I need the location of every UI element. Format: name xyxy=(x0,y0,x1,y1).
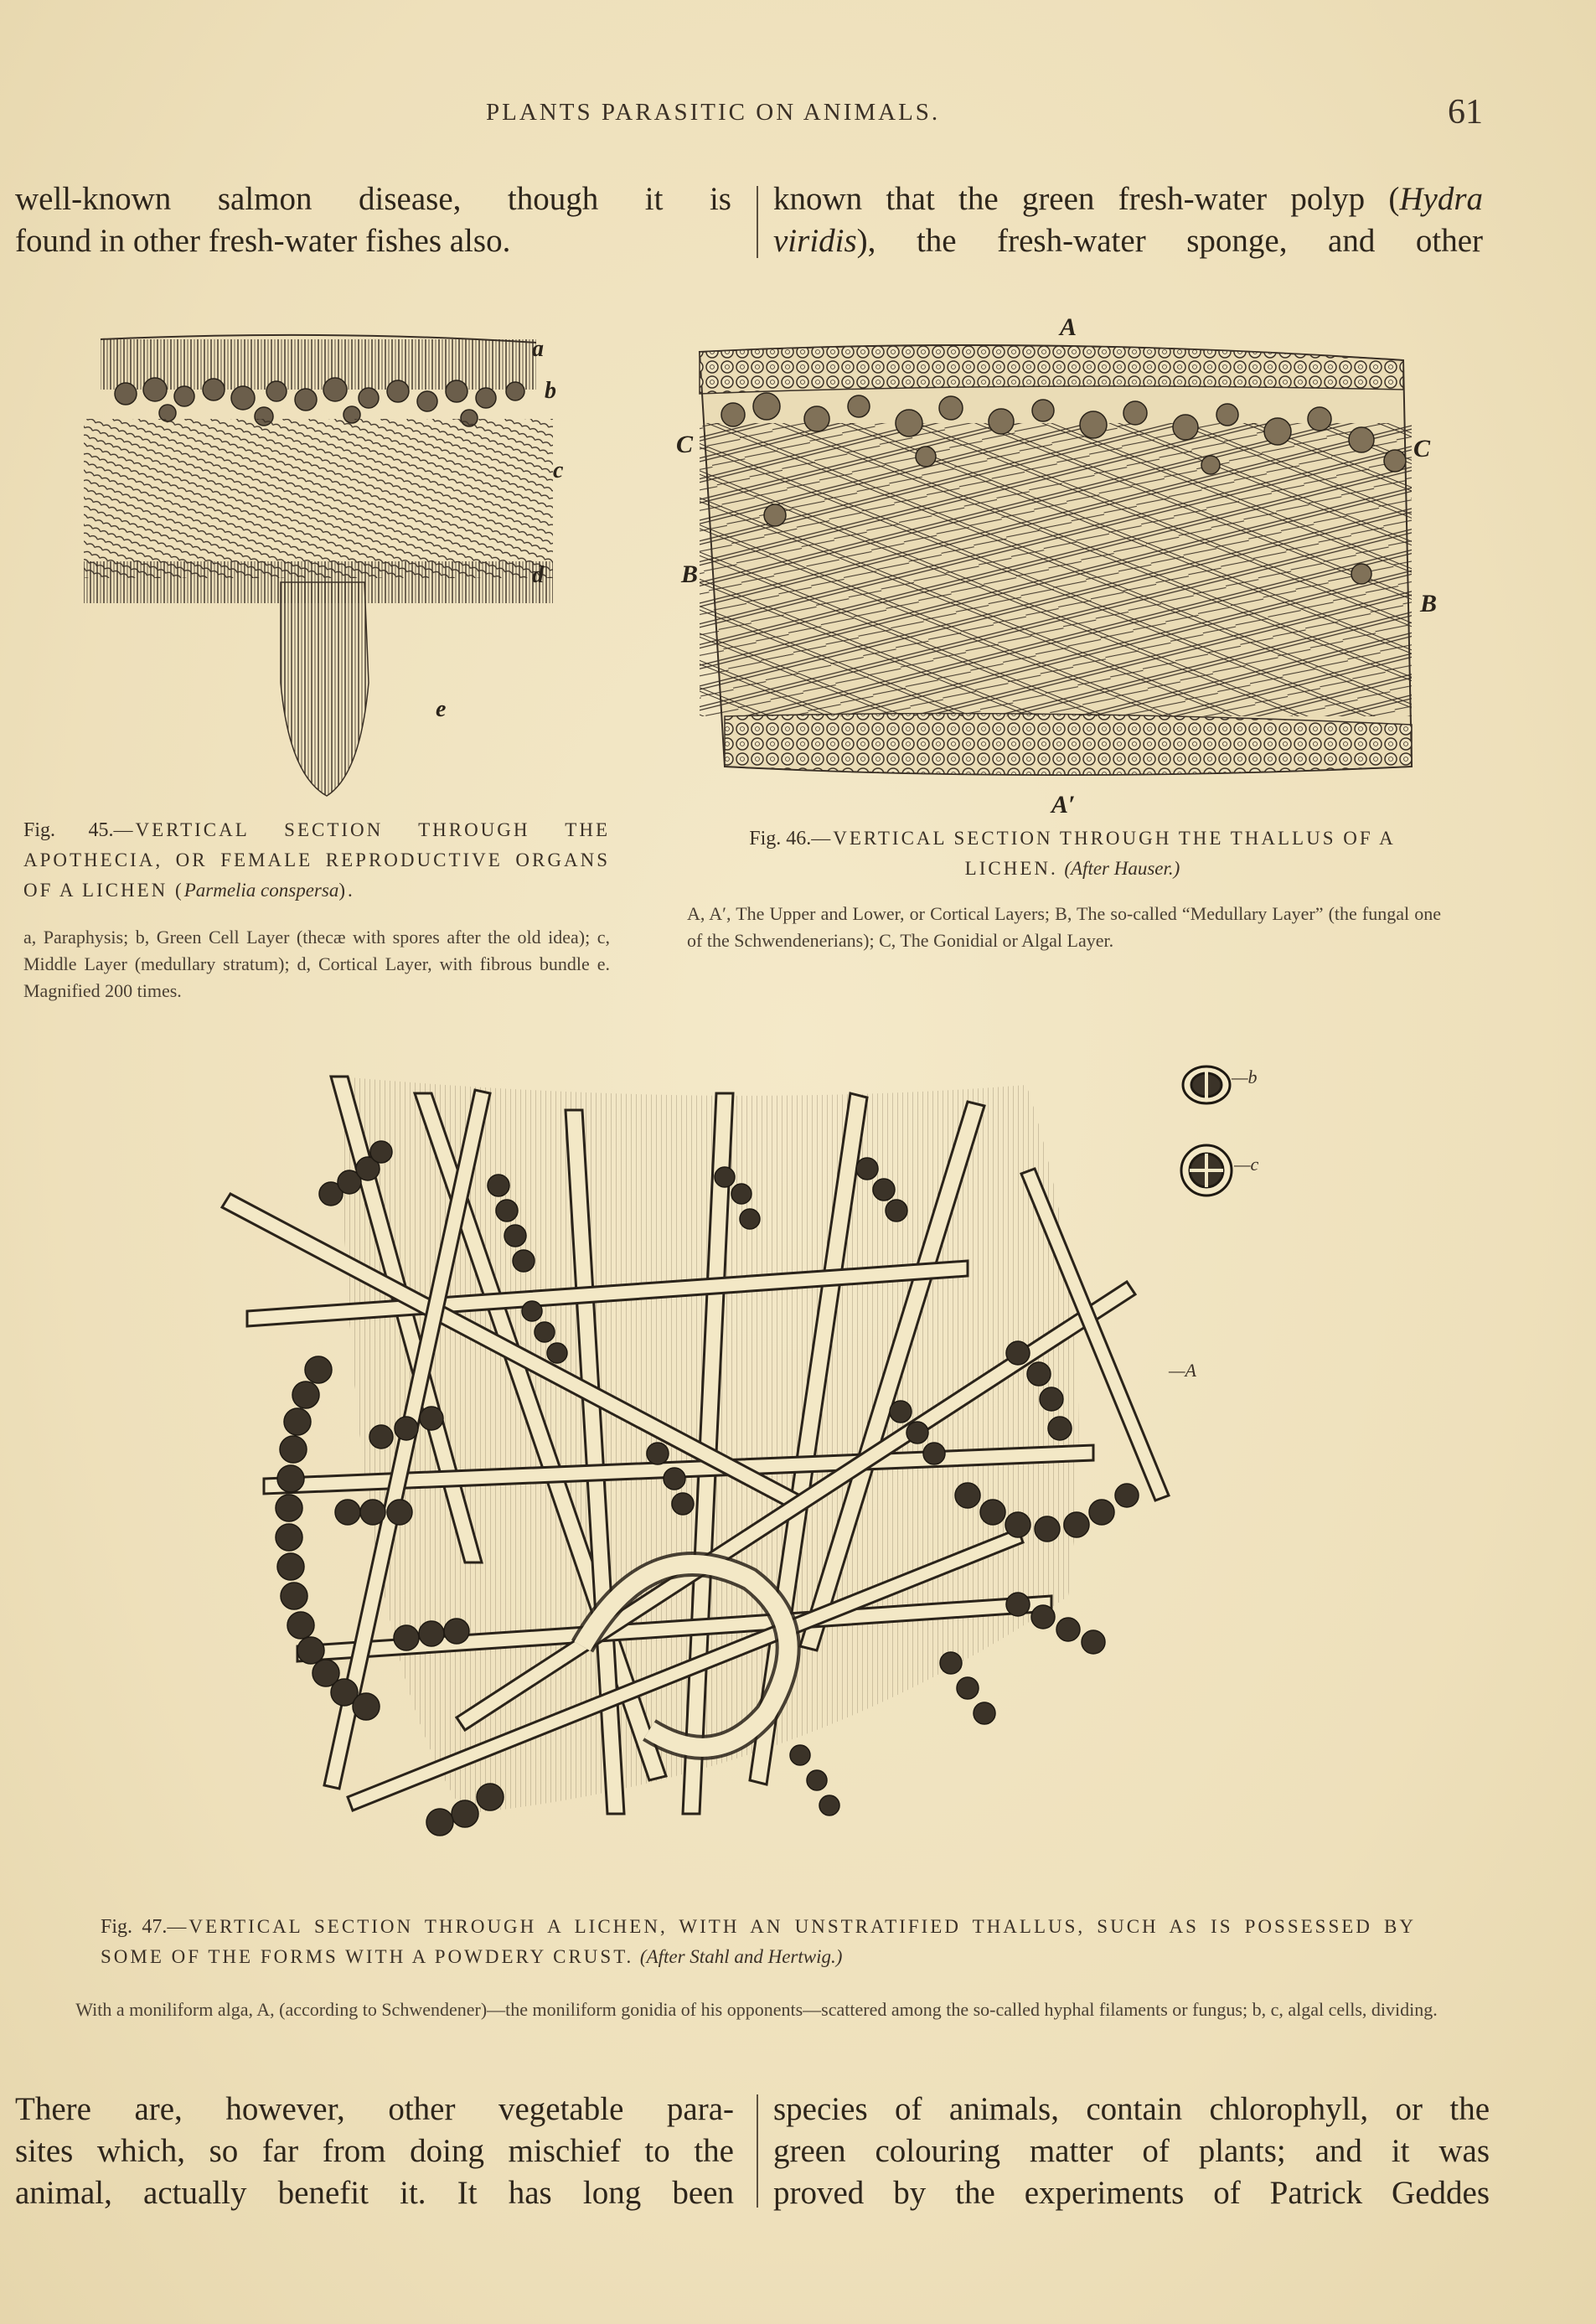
fig46-letter-A-bottom: A′ xyxy=(1051,791,1076,817)
column-divider xyxy=(757,2094,758,2208)
fig45-letter-e: e xyxy=(436,696,447,722)
fig45-title: —VERTICAL SECTION THROUGH THE APOTHECIA, OR FEMALE REPRODUCTIVE ORGANS OF A LICHEN ( xyxy=(23,819,611,901)
text-span: known that the green fresh-water polyp ( xyxy=(773,181,1400,217)
fig47-caption xyxy=(101,1912,1416,1972)
fig47-letter-A: —A xyxy=(1169,1360,1196,1381)
bottom-left-column xyxy=(15,2089,734,2214)
fig45-species: Parmelia conspersa xyxy=(183,880,339,901)
text-line xyxy=(773,220,1483,262)
text-line: proved by the experiments of Patrick Geddes xyxy=(773,2175,1490,2211)
fig45-letter-a: a xyxy=(532,336,544,362)
text-line: animal, actually benefit it. It has long been xyxy=(15,2175,734,2211)
text-line xyxy=(773,178,1483,220)
running-title: PLANTS PARASITIC ON ANIMALS. xyxy=(486,99,941,126)
fig46-legend: A, A′, The Upper and Lower, or Cortical Layers; B, The so-called “Medullary Layer” (the fungal one of the Schwendenerians); C, The Gonidial or Algal Layer. xyxy=(687,903,1441,951)
fig47-illustration xyxy=(214,1060,1294,1877)
fig46-title: —VERTICAL SECTION THROUGH THE THALLUS OF A LICHEN. xyxy=(811,828,1396,879)
fig46-letter-B-right: B xyxy=(1420,590,1438,617)
text-line: found in other fresh-water fishes also. xyxy=(15,223,511,259)
text-line: sites which, so far from doing mischief to the xyxy=(15,2133,734,2169)
text-line: species of animals, contain chlorophyll, or the xyxy=(773,2091,1490,2127)
fig45-letter-d: d xyxy=(532,562,544,588)
text-line: green colouring matter of plants; and it was xyxy=(773,2133,1490,2169)
top-left-column xyxy=(15,178,731,262)
fig46-caption xyxy=(721,824,1424,884)
fig47-legend: With a moniliform alga, A, (according to Schwendener)—the moniliform gonidia of his opponents—scattered among the so-called hyphal filaments or fungus; b, c, algal cells, dividing. xyxy=(75,1999,1438,2020)
page-header xyxy=(0,93,1596,141)
fig47-label: Fig. 47. xyxy=(101,1916,168,1938)
fig46-letter-C-right: C xyxy=(1413,435,1431,462)
fig46-illustration xyxy=(674,314,1445,817)
text-span: ), the fresh-water sponge, and other xyxy=(856,223,1483,259)
bottom-right-column xyxy=(773,2089,1490,2214)
fig45-letter-b: b xyxy=(545,378,556,404)
fig47-title: —VERTICAL SECTION THROUGH A LICHEN, WITH AN UNSTRATIFIED THALLUS, SUCH AS IS POSSESSED BY SOME OF THE FORMS WITH A POWDERY CRUST. xyxy=(101,1916,1417,1967)
fig45-caption xyxy=(23,815,610,906)
text-line: There are, however, other vegetable para- xyxy=(15,2091,734,2127)
column-divider xyxy=(757,186,758,258)
fig46-credit: (After Hauser.) xyxy=(1064,858,1180,879)
italic-span: Hydra xyxy=(1399,181,1483,217)
fig45-label: Fig. 45. xyxy=(23,819,114,841)
fig45-title-end: ). xyxy=(338,880,355,901)
text-line: well-known salmon disease, though it is xyxy=(15,181,731,217)
fig47-letter-b: —b xyxy=(1232,1066,1258,1087)
fig45-letter-c: c xyxy=(553,457,564,483)
fig47-letter-c: —c xyxy=(1234,1154,1259,1175)
fig47-credit: (After Stahl and Hertwig.) xyxy=(639,1946,843,1967)
fig45-illustration xyxy=(75,331,570,808)
fig46-label: Fig. 46. xyxy=(749,828,812,850)
page-number: 61 xyxy=(1448,93,1483,132)
fig46-letter-B-left: B xyxy=(681,560,699,588)
fig46-letter-C-left: C xyxy=(676,431,694,458)
fig46-letter-A-top: A xyxy=(1060,314,1077,341)
italic-span: viridis xyxy=(773,223,857,259)
fig45-legend: a, Paraphysis; b, Green Cell Layer (thecæ with spores after the old idea); c, Middle Layer (medullary stratum); d, Cortical Layer, with fibrous bundle e. Magnified 200 times. xyxy=(23,927,610,1001)
top-right-column xyxy=(773,178,1483,262)
